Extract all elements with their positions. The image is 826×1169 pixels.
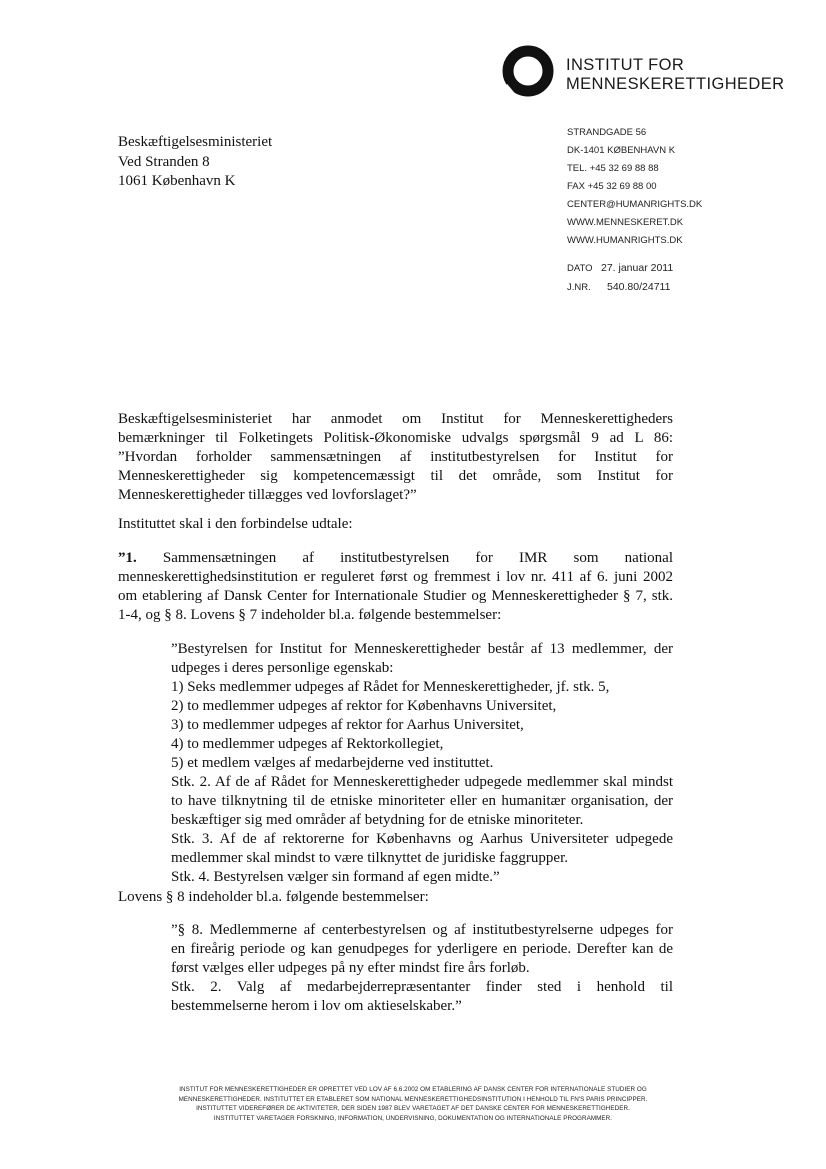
footer-line: MENNESKERETTIGHEDER. INSTITUTTET ER ETABLERET SOM NATIONAL MENNESKERETTIGHEDSINSTITUTION I HENHOLD TIL FN'S PARIS PRINCIPPER. <box>178 1095 648 1103</box>
quote-line: 1) Seks medlemmer udpeges af Rådet for Menneskerettigheder, jf. stk. 5, <box>171 679 610 695</box>
quote-line: ”§ 8. Medlemmerne af centerbestyrelsen og af institutbestyrelserne udpeges for <box>171 922 673 938</box>
reference-row <box>567 278 673 297</box>
text-line: 1-4, og § 8. Lovens § 7 indeholder bl.a. følgende bestemmelser: <box>118 607 502 623</box>
date-label: DATO <box>567 263 593 274</box>
quote-line: først vælges eller udpeges på ny efter mindst fire års forløb. <box>171 960 530 976</box>
contact-block <box>567 124 702 250</box>
quote-line: 5) et medlem vælges af medarbejderne ved instituttet. <box>171 755 494 771</box>
contact-phone: TEL. +45 32 69 88 88 <box>567 163 659 174</box>
quote-line: 4) to medlemmer udpeges af Rektorkollegiet, <box>171 736 444 752</box>
text-line: Beskæftigelsesministeriet har anmodet om Institut for Menneskerettigheders <box>118 411 673 427</box>
date-value: 27. januar 2011 <box>601 262 674 274</box>
quote-line: Stk. 2. Af de af Rådet for Menneskerettigheder udpegede medlemmer skal mindst <box>171 774 673 790</box>
quote-line: beskæftiger sig med områder af betydning for de etniske minoriteter. <box>171 812 584 828</box>
text-line: ”Hvordan forholder sammensætningen af institutbestyrelsen for Institut for <box>118 449 673 465</box>
contact-street: STRANDGADE 56 <box>567 127 647 138</box>
statement-line <box>118 515 673 534</box>
section-1-first-text: Sammensætningen af institutbestyrelsen for IMR som national <box>162 550 673 566</box>
section-8-intro <box>118 888 673 907</box>
org-name-line2: MENNESKERETTIGHEDER <box>566 75 785 93</box>
contact-web-en: WWW.HUMANRIGHTS.DK <box>567 235 683 246</box>
footer-notice <box>118 1085 708 1123</box>
footer-line: INSTITUT FOR MENNESKERETTIGHEDER ER OPRETTET VED LOV AF 6.6.2002 OM ETABLERING AF DANSK CENTER FOR INTERNATIONALE STUDIER OG <box>179 1086 647 1093</box>
quote-section-8 <box>171 921 673 1016</box>
text-line: om etablering af Dansk Center for Internationale Studier og Menneskerettigheder § 7, stk. <box>118 588 673 604</box>
reference-label: J.NR. <box>567 282 591 293</box>
footer-line: INSTITUTTET VARETAGER FORSKNING, INFORMATION, UNDERVISNING, DOKUMENTATION OG INTERNATIONALE PROGRAMMER. <box>213 1114 613 1122</box>
quote-line: medlemmer skal mindst to være tilknyttet de juridiske faggrupper. <box>171 850 569 866</box>
text-line: Menneskerettigheder tillægges ved lovforslaget?” <box>118 487 417 503</box>
section-8-intro-text: Lovens § 8 indeholder bl.a. følgende bestemmelser: <box>118 889 429 905</box>
quote-line: 3) to medlemmer udpeges af rektor for Aarhus Universitet, <box>171 717 524 733</box>
section-number: ”1. <box>118 550 137 566</box>
quote-line: bestemmelserne herom i lov om aktieselskaber.” <box>171 998 462 1014</box>
quote-line: Stk. 3. Af de af rektorerne for Københavns og Aarhus Universiteter udpegede <box>171 831 673 847</box>
section-1-paragraph <box>118 549 673 625</box>
text-line <box>118 549 673 568</box>
recipient-line: 1061 København K <box>118 173 236 189</box>
contact-city: DK-1401 KØBENHAVN K <box>567 145 676 156</box>
contact-email: CENTER@HUMANRIGHTS.DK <box>567 199 703 210</box>
quote-section-7 <box>171 640 673 887</box>
date-row <box>567 259 673 278</box>
letter-meta <box>567 259 673 297</box>
quote-line: Stk. 4. Bestyrelsen vælger sin formand af egen midte.” <box>171 869 500 885</box>
quote-line: udpeges i deres personlige egenskab: <box>171 660 394 676</box>
intro-paragraph <box>118 410 673 505</box>
recipient-address <box>118 133 272 192</box>
contact-fax: FAX +45 32 69 88 00 <box>567 181 657 192</box>
reference-value: 540.80/24711 <box>607 281 671 293</box>
quote-line: 2) to medlemmer udpeges af rektor for Københavns Universitet, <box>171 698 557 714</box>
recipient-line: Beskæftigelsesministeriet <box>118 134 273 150</box>
text-line: bemærkninger til Folketingets Politisk-Økonomiske udvalgs spørgsmål 9 ad L 86: <box>118 430 673 446</box>
ring-logo-icon <box>502 45 554 97</box>
quote-line: Stk. 2. Valg af medarbejderrepræsentanter finder sted i henhold til <box>171 979 673 995</box>
quote-line: en fireårig periode og kan genudpeges for yderligere en periode. Derefter kan de <box>171 941 673 957</box>
organization-name <box>566 56 784 94</box>
text-line: Menneskerettigheder sig kompetencemæssigt til det område, som Institut for <box>118 468 673 484</box>
text-line: menneskerettighedsinstitution er reguleret først og fremmest i lov nr. 411 af 6. juni 2002 <box>118 569 673 585</box>
recipient-line: Ved Stranden 8 <box>118 153 210 170</box>
org-name-line1: INSTITUT FOR <box>566 56 685 74</box>
quote-line: ”Bestyrelsen for Institut for Menneskerettigheder består af 13 medlemmer, der <box>171 641 673 657</box>
contact-web-dk: WWW.MENNESKERET.DK <box>567 217 684 228</box>
footer-line: INSTITUTTET VIDEREFØRER DE AKTIVITETER, DER SIDEN 1987 BLEV VARETAGET AF DET DANSKE CENTER FOR MENNESKERETTIGHEDER. <box>196 1105 630 1113</box>
statement-text: Instituttet skal i den forbindelse udtale: <box>118 516 353 532</box>
quote-line: to have tilknytning til de etniske minoriteter eller en humanitær organisation, der <box>171 793 673 809</box>
